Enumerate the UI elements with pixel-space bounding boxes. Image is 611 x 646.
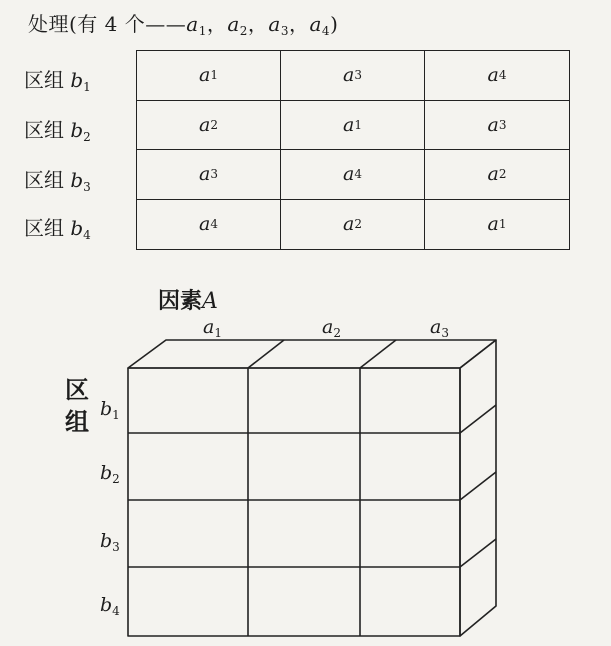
factor-a-heading: 因素A (158, 288, 218, 314)
row-label-4: 区组 $b_4$ (24, 216, 91, 242)
table-cell-2-3: a 3 (425, 101, 569, 151)
row-label-1: 区组 $b_1$ (24, 68, 91, 94)
title-sep-1: ， (206, 12, 228, 36)
cube-row-label-2: $b_2$ (100, 462, 120, 486)
title-item-1: $a_1$ (186, 12, 207, 38)
table-cell-1-3: a 4 (425, 51, 569, 101)
title-prefix: 处理(有 4 个—— (28, 12, 187, 36)
cube-top-divider-2 (360, 340, 396, 368)
cube-column-label-1: $a_1$ (203, 316, 222, 340)
row-label-2: 区组 $b_2$ (24, 118, 91, 144)
table-cell-2-2: a 1 (281, 101, 425, 151)
cube-column-label-2: $a_2$ (322, 316, 341, 340)
table-cell-1-1: a 1 (137, 51, 281, 101)
table-cell-4-3: a 1 (487, 213, 507, 236)
cube-row-label-1: $b_1$ (100, 398, 120, 422)
cube-right-row-2 (460, 472, 496, 500)
table-cell-3-3: a 2 (425, 150, 569, 200)
cube-row-label-3: $b_3$ (100, 530, 120, 554)
cube-right-row-1 (460, 405, 496, 433)
title-item-3: $a_3$ (268, 12, 289, 38)
table-cell-3-1: a 3 (137, 150, 281, 200)
title-item-2: $a_2$ (227, 12, 248, 38)
table-cell-2-1: a 2 (137, 101, 281, 151)
cube-row-label-4: $b_4$ (100, 594, 120, 618)
cube-right-row-3 (460, 539, 496, 567)
cube-front-face (128, 368, 460, 636)
table-cell-1-2: a 3 (281, 51, 425, 101)
row-label-3: 区组 $b_3$ (24, 168, 91, 194)
cube-right-face (460, 340, 496, 636)
title-suffix: ) (330, 12, 339, 36)
block-axis-label: 区 组 (65, 375, 89, 436)
table-cell-4-1: a 4 (137, 200, 281, 250)
title-sep-3: ， (288, 12, 310, 36)
title-item-4: $a_4$ (309, 12, 331, 38)
cube-top-face (128, 340, 496, 368)
table-cell-4-2: a 2 (281, 200, 425, 250)
cube-column-label-3: $a_3$ (430, 316, 449, 340)
table-cell-3-2: a 4 (281, 150, 425, 200)
cube-top-divider-1 (248, 340, 284, 368)
title-sep-2: ， (247, 12, 269, 36)
